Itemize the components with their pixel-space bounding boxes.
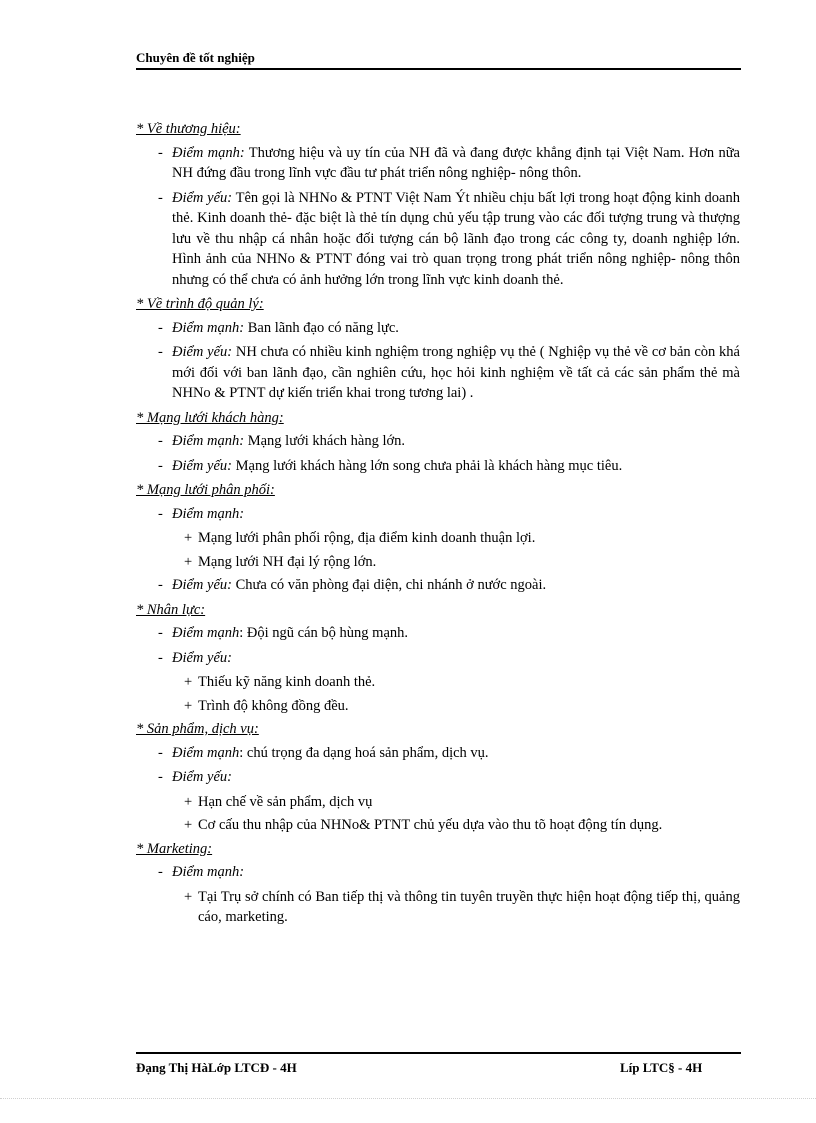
sub-item-text: Hạn chế về sản phẩm, dịch vụ: [198, 793, 373, 810]
item-label: Điểm mạnh:: [172, 144, 245, 161]
item-label: Điểm yếu:: [172, 649, 232, 666]
document-body: [136, 118, 740, 931]
sub-list-item: [136, 887, 740, 928]
list-item: [136, 648, 740, 669]
item-text: NH chưa có nhiều kinh nghiệm trong nghiệp vụ thẻ ( Nghiệp vụ thẻ về cơ bản còn khá mới đối với ban lãnh đạo, cần nghiên cứu, học hỏi kinh nghiệm về tất cả các sản phẩm thẻ mà NHNo & PTNT dự kiến triển khai trong tương lai) .: [172, 344, 740, 401]
item-text: Ban lãnh đạo có năng lực.: [244, 319, 399, 336]
page-header: Chuyên đề tốt nghiệp: [136, 50, 255, 65]
item-label: Điểm yếu:: [172, 344, 233, 360]
dash-bullet: -: [158, 319, 163, 336]
dash-bullet: -: [158, 344, 163, 360]
sub-list-item: [136, 696, 740, 717]
section-title: * Mạng lưới khách hàng:: [136, 409, 284, 426]
list-item: [136, 342, 740, 404]
item-label: Điểm yếu:: [172, 577, 232, 593]
item-label: Điểm yếu:: [172, 457, 232, 474]
sub-item-text: Tại Trụ sở chính có Ban tiếp thị và thông tin tuyên truyền thực hiện hoạt động tiếp thị, quảng cáo, marketing.: [198, 888, 740, 925]
item-text: : chú trọng đa dạng hoá sản phẩm, dịch vụ.: [239, 744, 489, 761]
sub-list-item: [136, 552, 740, 573]
sub-item-text: Cơ cấu thu nhập của NHNo& PTNT chủ yếu dựa vào thu tõ hoạt động tín dụng.: [198, 817, 663, 833]
item-label: Điểm mạnh: [172, 744, 240, 761]
sub-item-text: Thiếu kỹ năng kinh doanh thẻ.: [198, 674, 376, 690]
dash-bullet: -: [158, 864, 163, 880]
plus-bullet: +: [184, 674, 193, 690]
list-item: [136, 575, 740, 596]
dash-bullet: -: [158, 744, 163, 761]
item-label: Điểm mạnh:: [172, 864, 245, 880]
dash-bullet: -: [158, 577, 163, 593]
list-item: [136, 456, 740, 477]
item-label: Điểm mạnh:: [172, 433, 245, 449]
header-rule: [136, 68, 741, 70]
dash-bullet: -: [158, 505, 163, 522]
sub-item-text: Trình độ không đồng đều.: [198, 697, 349, 714]
item-label: Điểm mạnh:: [172, 505, 245, 522]
dash-bullet: -: [158, 433, 163, 449]
sub-list-item: [136, 672, 740, 693]
list-item: [136, 143, 740, 184]
footer-author: Đạng Thị HàLớp LTCĐ - 4H: [136, 1060, 297, 1075]
dash-bullet: -: [158, 189, 163, 206]
item-text: Mạng lưới khách hàng lớn.: [244, 433, 406, 449]
list-item: [136, 431, 740, 452]
section-title: * Marketing:: [136, 840, 213, 857]
sub-item-text: Mạng lưới phân phối rộng, địa điểm kinh doanh thuận lợi.: [198, 530, 536, 546]
list-item: [136, 767, 740, 788]
section-title: * Mạng lưới phân phối:: [136, 482, 275, 498]
dash-bullet: -: [158, 769, 163, 785]
sub-list-item: [136, 815, 740, 836]
footer-class: Líp LTC§ - 4H: [620, 1060, 703, 1075]
page-edge: [0, 1098, 816, 1099]
dash-bullet: -: [158, 625, 163, 641]
item-text: Tên gọi là NHNo & PTNT Việt Nam Ýt nhiều chịu bất lợi trong hoạt động kinh doanh thẻ. Kinh doanh thẻ- đặc biệt là thẻ tín dụng chủ yếu tập trung vào các đối tượng trung và thượng lưu về thu nhập cá nhân hoặc đối tượng cán bộ lãnh đạo trong các công ty, doanh nghiệp lớn. Hình ảnh của NHNo & PTNT đóng vai trò quan trọng trong phát triển nông nghiệp- nông thôn nhưng có thể chưa có ảnh hưởng lớn trong lĩnh vực kinh doanh thẻ.: [172, 189, 740, 288]
plus-bullet: +: [184, 697, 193, 714]
item-text: Mạng lưới khách hàng lớn song chưa phải là khách hàng mục tiêu.: [231, 457, 623, 474]
plus-bullet: +: [184, 793, 193, 810]
section-title: * Nhân lực:: [136, 601, 206, 618]
list-item: [136, 743, 740, 764]
dash-bullet: -: [158, 144, 163, 161]
dash-bullet: -: [158, 457, 163, 474]
item-text: Thương hiệu và uy tín của NH đã và đang được khẳng định tại Việt Nam. Hơn nữa NH đứng đầu trong lĩnh vực đầu tư phát triển nông nghiệp- nông thôn.: [172, 144, 740, 181]
plus-bullet: +: [184, 888, 193, 905]
list-item: [136, 504, 740, 525]
item-label: Điểm yếu:: [172, 769, 232, 785]
list-item: [136, 862, 740, 883]
plus-bullet: +: [184, 553, 193, 570]
plus-bullet: +: [184, 817, 193, 833]
section-title: * Sản phẩm, dịch vụ:: [136, 721, 259, 737]
footer-rule: [136, 1052, 741, 1054]
list-item: [136, 623, 740, 644]
sub-list-item: [136, 528, 740, 549]
section-title: * Về thương hiệu:: [136, 121, 241, 137]
item-text: : Đội ngũ cán bộ hùng mạnh.: [239, 625, 409, 641]
sub-list-item: [136, 792, 740, 813]
item-text: Chưa có văn phòng đại diện, chi nhánh ở nước ngoài.: [231, 577, 547, 593]
list-item: [136, 318, 740, 339]
dash-bullet: -: [158, 649, 163, 666]
sub-item-text: Mạng lưới NH đại lý rộng lớn.: [198, 553, 377, 570]
list-item: [136, 188, 740, 291]
item-label: Điểm mạnh: [172, 625, 240, 641]
section-title: * Về trình độ quản lý:: [136, 296, 264, 312]
item-label: Điểm mạnh:: [172, 319, 245, 336]
plus-bullet: +: [184, 530, 193, 546]
item-label: Điểm yếu:: [172, 189, 233, 206]
